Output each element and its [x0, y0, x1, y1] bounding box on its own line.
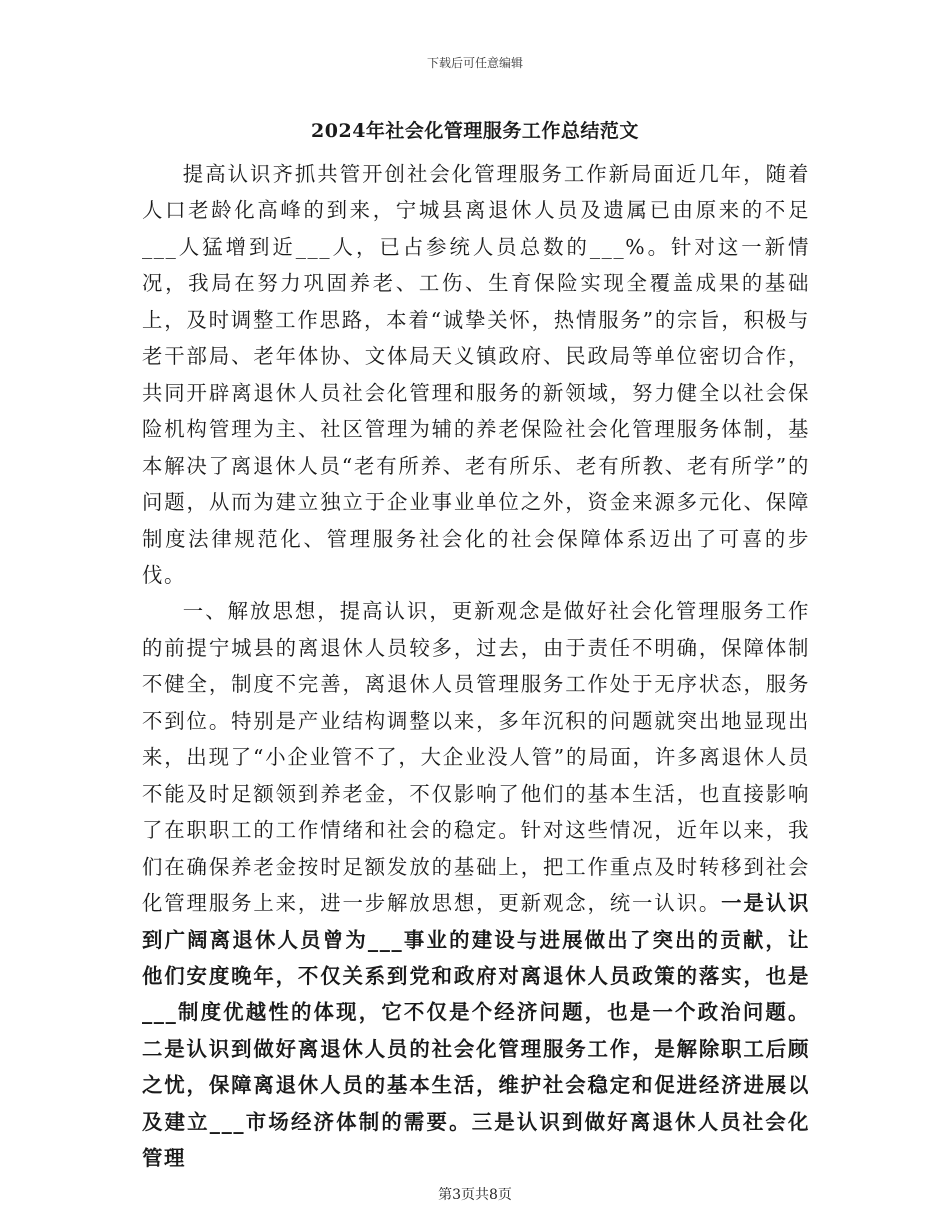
document-title: 2024年社会化管理服务工作总结范文 [311, 120, 639, 142]
paragraph-intro [142, 156, 810, 593]
paragraph-section-one-bold-text: 一是认识到广阔离退休人员曾为___事业的建设与进展做出了突出的贡献，让他们安度晚年，不仅关系到党和政府对离退休人员政策的落实，也是___制度优越性的体现，它不仅是个经济问题，也是一个政治问题。二是认识到做好离退休人员的社会化管理服务工作，是解除职工后顾之忧，保障离退休人员的基本生活，维护社会稳定和促进经济进展以及建立___市场经济体制的需要。三是认识到做好离退休人员社会化管理 [142, 891, 810, 1171]
paragraph-section-one [142, 593, 810, 1176]
paragraph-section-one-text: 一、解放思想，提高认识，更新观念是做好社会化管理服务工作的前提宁城县的离退休人员较多，过去，由于责任不明确，保障体制不健全，制度不完善，离退休人员管理服务工作处于无序状态，服务不到位。特别是产业结构调整以来，多年沉积的问题就突出地显现出来，出现了“小企业管不了，大企业没人管”的局面，许多离退休人员不能及时足额领到养老金，不仅影响了他们的基本生活，也直接影响了在职职工的工作情绪和社会的稳定。针对这些情况，近年以来，我们在确保养老金按时足额发放的基础上，把工作重点及时转移到社会化管理服务上来，进一步解放思想，更新观念，统一认识。 [142, 599, 810, 916]
paragraph-intro-text: 提高认识齐抓共管开创社会化管理服务工作新局面近几年，随着人口老龄化高峰的到来，宁城县离退休人员及遗属已由原来的不足___人猛增到近___人，已占参统人员总数的___%。针对这一新情况，我局在努力巩固养老、工伤、生育保险实现全覆盖成果的基础上，及时调整工作思路，本着“诚挚关怀，热情服务”的宗旨，积极与老干部局、老年体协、文体局天义镇政府、民政局等单位密切合作，共同开辟离退休人员社会化管理和服务的新领域，努力健全以社会保险机构管理为主、社区管理为辅的养老保险社会化管理服务体制，基本解决了离退休人员“老有所养、老有所乐、老有所教、老有所学”的问题，从而为建立独立于企业事业单位之外，资金来源多元化、保障制度法律规范化、管理服务社会化的社会保障体系迈出了可喜的步伐。 [142, 162, 810, 587]
page-number: 第3页共8页 [438, 1187, 512, 1203]
header-note: 下载后可任意编辑 [426, 56, 523, 70]
document-body [142, 156, 810, 1177]
